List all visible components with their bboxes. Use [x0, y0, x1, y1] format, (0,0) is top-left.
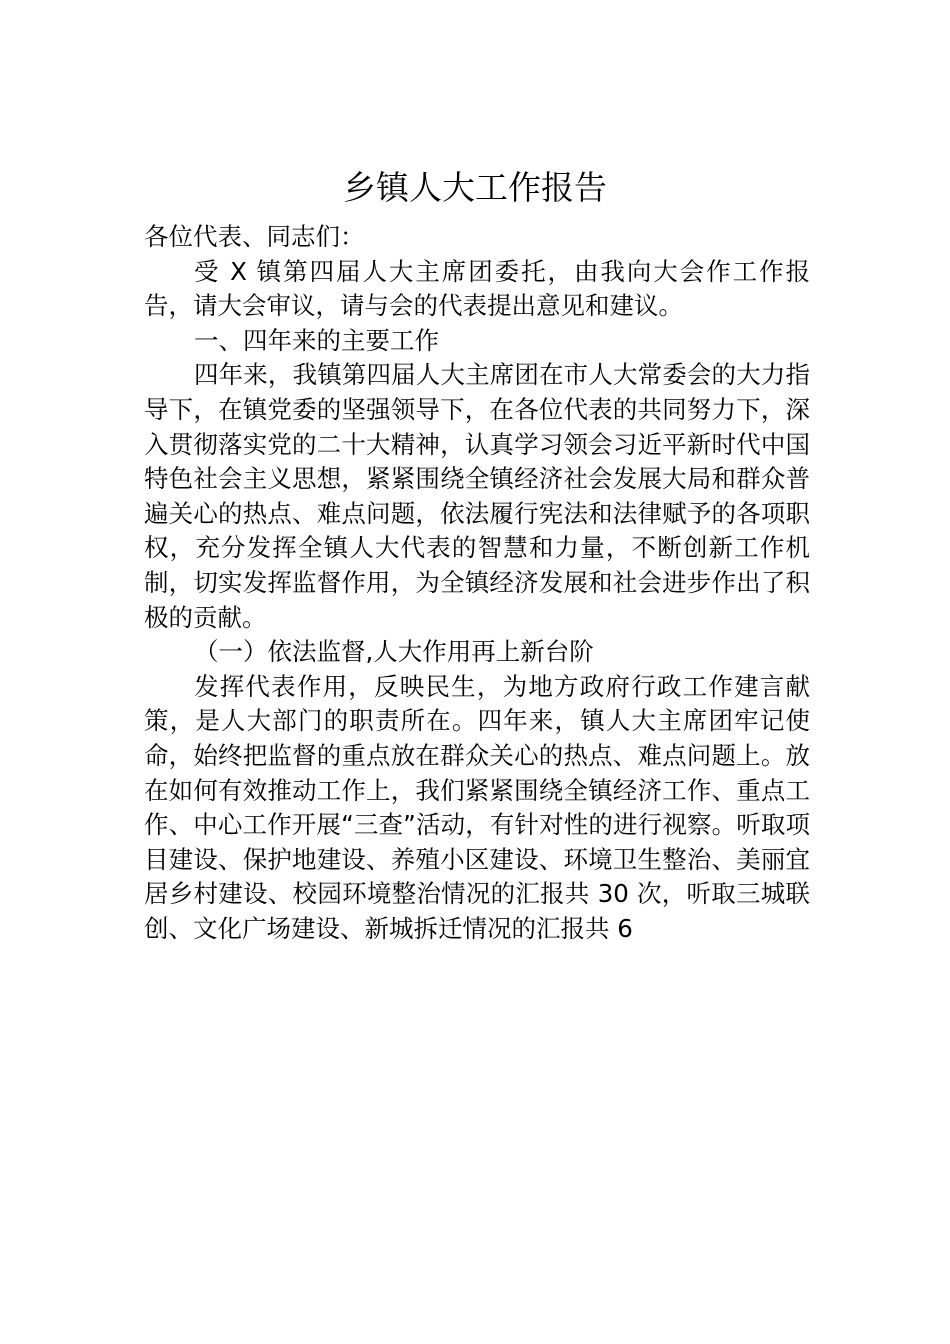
intro-paragraph: 受 X 镇第四届人大主席团委托，由我向大会作工作报告，请大会审议，请与会的代表提出意见和建议。: [144, 256, 810, 321]
summary-paragraph: 四年来，我镇第四届人大主席团在市人大常委会的大力指导下，在镇党委的坚强领导下，在各位代表的共同努力下，深入贯彻落实党的二十大精神，认真学习领会习近平新时代中国特色社会主义思想，紧紧围绕全镇经济社会发展大局和群众普遍关心的热点、难点问题，依法履行宪法和法律赋予的各项职权，充分发挥全镇人大代表的智慧和力量，不断创新工作机制，切实发挥监督作用，为全镇经济发展和社会进步作出了积极的贡献。: [144, 360, 810, 632]
document-title: 乡镇人大工作报告: [343, 168, 607, 207]
document-body: [144, 220, 810, 946]
section-heading: 一、四年来的主要工作: [194, 325, 439, 355]
subsection-heading: （一）依法监督,人大作用再上新台阶: [194, 637, 594, 667]
salutation-paragraph: 各位代表、同志们：: [144, 222, 365, 251]
supervision-paragraph: 发挥代表作用，反映民生，为地方政府行政工作建言献策，是人大部门的职责所在。四年来，镇人大主席团牢记使命，始终把监督的重点放在群众关心的热点、难点问题上。放在如何有效推动工作上，我们紧紧围绕全镇经济工作、重点工作、中心工作开展“三查”活动，有针对性的进行视察。听取项目建设、保护地建设、养殖小区建设、环境卫生整治、美丽宜居乡村建设、校园环境整治情况的汇报共 30 次，听取三城联创、文化广场建设、新城拆迁情况的汇报共 6: [144, 671, 810, 943]
